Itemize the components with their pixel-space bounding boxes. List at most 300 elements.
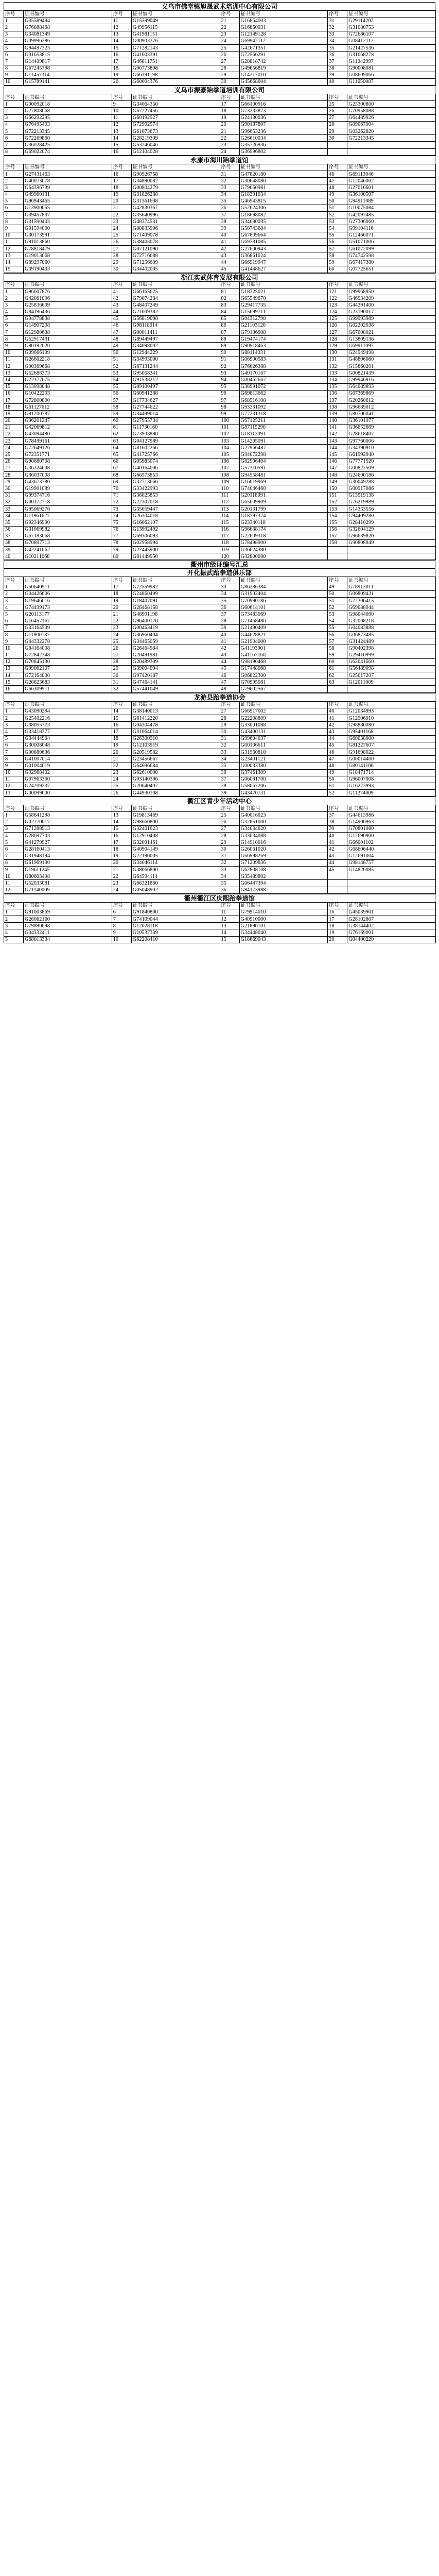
cert-cell: G14217010 <box>239 72 328 78</box>
seq-cell: 19 <box>112 191 131 198</box>
cert-cell: G26062160 <box>24 916 112 923</box>
cert-cell: G67417380 <box>347 259 436 266</box>
table-row <box>4 218 436 225</box>
cert-cell: G70990186 <box>239 598 328 604</box>
seq-cell: 32 <box>328 24 347 31</box>
seq-cell: 41 <box>220 638 239 645</box>
cert-cell: G26464984 <box>131 645 220 652</box>
table-row <box>4 232 436 239</box>
seq-cell: 5 <box>4 198 24 205</box>
seq-cell: 13 <box>220 923 239 929</box>
cert-cell: G36025853 <box>131 492 220 499</box>
cert-cell: G00106611 <box>239 742 328 749</box>
seq-cell: 147 <box>328 465 347 471</box>
cert-cell: G32713666 <box>131 479 220 485</box>
cert-cell: G27306060 <box>347 218 436 225</box>
cert-cell: G12103919 <box>131 742 220 749</box>
seq-cell: 39 <box>220 225 239 232</box>
cert-cell: G26304018 <box>131 513 220 519</box>
seq-cell: 43 <box>328 728 347 735</box>
seq-header: 序号 <box>112 281 131 288</box>
cert-cell: G20640407 <box>131 783 220 789</box>
table-row <box>4 819 436 825</box>
seq-cell: 38 <box>4 539 24 546</box>
cert-cell: G13098048 <box>24 383 112 390</box>
cert-cell: G04127989 <box>131 438 220 445</box>
cert-cell: G71256609 <box>131 259 220 266</box>
seq-cell: 50 <box>112 349 131 356</box>
cert-cell: G36028425 <box>24 142 112 148</box>
seq-cell: 10 <box>4 232 24 239</box>
seq-cell: 29 <box>112 665 131 672</box>
seq-cell: 50 <box>328 776 347 783</box>
seq-cell: 150 <box>328 485 347 492</box>
cert-cell: G70897713 <box>24 539 112 546</box>
cert-cell: G06822300 <box>239 672 328 679</box>
cert-cell: G90808949 <box>347 539 436 546</box>
cert-cell: G22307018 <box>131 499 220 505</box>
table-row <box>4 225 436 232</box>
seq-cell: 5 <box>4 839 24 846</box>
cert-cell: G42069812 <box>24 424 112 431</box>
table-row <box>4 336 436 343</box>
seq-cell: 39 <box>4 547 24 553</box>
cert-cell: G36100507 <box>347 191 436 198</box>
seq-cell: 32 <box>220 859 239 866</box>
cert-cell: G31948194 <box>24 853 112 859</box>
cert-cell: G91013860 <box>24 239 112 245</box>
table-row <box>4 539 436 546</box>
cert-cell: G34390910 <box>347 445 436 451</box>
seq-cell: 14 <box>4 672 24 679</box>
seq-cell <box>328 547 347 553</box>
cert-cell: G52033081 <box>24 880 112 887</box>
cert-cell: G34444904 <box>24 735 112 742</box>
table-row <box>4 363 436 370</box>
seq-cell: 30 <box>220 78 239 85</box>
cert-header: 证书编号 <box>239 11 328 18</box>
seq-cell: 10 <box>4 769 24 776</box>
cert-cell: G65009909 <box>239 499 328 505</box>
seq-cell: 143 <box>328 438 347 445</box>
table-row <box>4 553 436 560</box>
section-title: 衢州市级证编号汇总 <box>4 560 435 568</box>
seq-cell: 21 <box>220 128 239 135</box>
cert-cell: G91003869 <box>24 909 112 916</box>
cert-cell: G41448627 <box>239 266 328 273</box>
cert-cell: G81227607 <box>347 742 436 749</box>
cert-cell: G34080035 <box>239 218 328 225</box>
cert-cell: G96653236 <box>239 128 328 135</box>
seq-cell: 42 <box>328 722 347 728</box>
cert-header: 证书编号 <box>131 11 220 18</box>
cert-cell: G25836609 <box>24 302 112 309</box>
cert-cell: G74109044 <box>131 916 220 923</box>
cert-cell: G13809136 <box>347 336 436 343</box>
cert-cell: G09190403 <box>24 266 112 273</box>
seq-cell: 36 <box>220 887 239 893</box>
cert-cell: G72566291 <box>239 52 328 58</box>
cert-cell: G19901089 <box>24 485 112 492</box>
table-row <box>4 370 436 377</box>
cert-header: 证书编号 <box>24 94 112 101</box>
cert-cell: G43094480 <box>24 431 112 437</box>
cert-cell: G97420187 <box>131 672 220 679</box>
seq-cell: 45 <box>220 665 239 672</box>
cert-cell: G14910016 <box>239 839 328 846</box>
cert-cell: G17734627 <box>131 397 220 403</box>
seq-cell: 19 <box>112 598 131 604</box>
cert-cell: G44332278 <box>24 638 112 645</box>
cert-cell: G29410999 <box>347 652 436 658</box>
seq-cell: 125 <box>328 315 347 322</box>
seq-cell: 6 <box>4 135 24 142</box>
table-row <box>4 472 436 479</box>
cert-cell: G91840800 <box>131 909 220 916</box>
table-row <box>4 101 436 108</box>
table-row <box>4 519 436 526</box>
seq-cell: 57 <box>112 397 131 403</box>
seq-cell: 38 <box>220 218 239 225</box>
seq-cell: 24 <box>112 631 131 638</box>
cert-cell: G12034993 <box>347 708 436 715</box>
cert-cell: G20260612 <box>347 397 436 403</box>
seq-cell: 9 <box>4 762 24 769</box>
cert-cell: G11457314 <box>24 72 112 78</box>
cert-cell: G72306415 <box>347 598 436 604</box>
cert-header: 证书编号 <box>24 805 112 812</box>
cert-cell: G99062107 <box>24 665 112 672</box>
cert-cell: G22445900 <box>131 547 220 553</box>
cert-cell: G13900055 <box>24 205 112 211</box>
cert-cell: G06809431 <box>347 590 436 597</box>
table-row <box>4 853 436 859</box>
cert-cell: G64089893 <box>347 383 436 390</box>
seq-cell: 44 <box>328 859 347 866</box>
seq-cell: 3 <box>4 114 24 121</box>
seq-cell: 139 <box>328 411 347 417</box>
seq-cell: 43 <box>328 853 347 859</box>
cert-cell: G96201247 <box>24 417 112 424</box>
seq-cell: 5 <box>4 44 24 51</box>
cert-cell: G20519582 <box>131 749 220 755</box>
cert-cell: G14900963 <box>347 819 436 825</box>
seq-cell: 17 <box>220 101 239 108</box>
cert-cell: G80192020 <box>24 343 112 349</box>
cert-cell: G76219989 <box>347 499 436 505</box>
table-row <box>4 302 436 309</box>
seq-cell: 14 <box>4 259 24 266</box>
table-row <box>4 239 436 245</box>
seq-cell: 24 <box>112 225 131 232</box>
seq-cell: 34 <box>4 513 24 519</box>
seq-cell: 43 <box>112 302 131 309</box>
cert-cell: G72213345 <box>24 128 112 135</box>
seq-cell: 27 <box>220 708 239 715</box>
cert-cell: G36624380 <box>239 547 328 553</box>
cert-header: 证书编号 <box>24 577 112 584</box>
seq-cell: 148 <box>328 472 347 479</box>
seq-cell: 13 <box>112 128 131 135</box>
cert-cell: G06447394 <box>239 880 328 887</box>
cert-cell: G00822509 <box>347 465 436 471</box>
table-row <box>4 65 436 72</box>
seq-cell: 36 <box>220 604 239 611</box>
cert-cell: G21890101 <box>239 923 328 929</box>
seq-cell: 44 <box>220 259 239 266</box>
seq-cell: 154 <box>328 513 347 519</box>
cert-cell: G25402216 <box>24 715 112 722</box>
cert-cell: G32091461 <box>131 839 220 846</box>
table-row <box>4 479 436 485</box>
seq-cell: 37 <box>220 776 239 783</box>
seq-cell: 3 <box>4 722 24 728</box>
seq-cell: 7 <box>4 624 24 631</box>
seq-cell: 129 <box>328 343 347 349</box>
seq-cell: 71 <box>112 492 131 499</box>
seq-cell: 40 <box>220 631 239 638</box>
seq-header: 序号 <box>4 805 24 812</box>
cert-cell: G76495403 <box>24 121 112 128</box>
cert-cell: G01594000 <box>24 225 112 232</box>
seq-cell: 15 <box>112 44 131 51</box>
seq-cell: 11 <box>4 776 24 783</box>
cert-cell: G15860201 <box>347 363 436 370</box>
seq-cell: 107 <box>220 465 239 471</box>
table-row <box>4 742 436 749</box>
section-title: 衢江区青少年活动中心 <box>4 796 435 805</box>
seq-cell: 95 <box>220 383 239 390</box>
cert-cell: G31826288 <box>131 191 220 198</box>
seq-cell: 18 <box>112 846 131 853</box>
seq-cell: 40 <box>220 232 239 239</box>
cert-cell: G76626388 <box>239 363 328 370</box>
seq-header: 序号 <box>220 11 239 18</box>
seq-cell: 4 <box>4 728 24 735</box>
cert-cell: G71409078 <box>131 232 220 239</box>
cert-cell: G68013334 <box>24 936 112 943</box>
seq-header: 序号 <box>112 94 131 101</box>
seq-cell: 128 <box>328 336 347 343</box>
cert-cell: G12980638 <box>24 329 112 336</box>
seq-cell: 28 <box>220 65 239 72</box>
cert-header: 证书编号 <box>239 902 328 909</box>
cert-cell: G40073078 <box>24 178 112 184</box>
cert-cell: G03262820 <box>347 128 436 135</box>
table-row <box>4 356 436 363</box>
seq-cell: 36 <box>220 769 239 776</box>
seq-cell: 2 <box>4 295 24 302</box>
cert-cell: G88833906 <box>131 225 220 232</box>
seq-cell: 52 <box>328 604 347 611</box>
cert-header: 证书编号 <box>239 805 328 812</box>
table-row <box>4 135 436 142</box>
seq-cell: 10 <box>112 936 131 943</box>
cert-cell: G78818479 <box>24 246 112 252</box>
cert-cell: G31653815 <box>24 52 112 58</box>
table-row <box>4 590 436 597</box>
seq-cell: 33 <box>328 31 347 38</box>
cert-cell: G12691004 <box>347 853 436 859</box>
seq-cell: 19 <box>328 929 347 936</box>
seq-cell: 72 <box>112 499 131 505</box>
cert-cell: G34465059 <box>131 638 220 645</box>
seq-cell: 48 <box>220 686 239 692</box>
seq-cell: 114 <box>220 513 239 519</box>
cert-cell: G12104028 <box>131 148 220 155</box>
cert-cell: G19611245 <box>24 866 112 873</box>
cert-cell: G40904149 <box>131 846 220 853</box>
cert-cell: G46543815 <box>239 198 328 205</box>
seq-cell: 105 <box>220 451 239 458</box>
seq-cell: 38 <box>328 819 347 825</box>
table-row <box>4 715 436 722</box>
seq-cell: 23 <box>4 438 24 445</box>
table-row <box>4 184 436 191</box>
cert-cell: G07121090 <box>131 246 220 252</box>
seq-cell: 44 <box>220 658 239 665</box>
cert-cell: G14907208 <box>24 322 112 329</box>
table-row <box>4 756 436 762</box>
cert-cell: G72559982 <box>131 584 220 590</box>
table-row <box>4 604 436 611</box>
seq-cell: 87 <box>220 329 239 336</box>
table-header-row <box>4 164 436 171</box>
seq-cell: 41 <box>112 288 131 295</box>
cert-cell: G12910408 <box>131 833 220 839</box>
table-row <box>4 205 436 211</box>
cert-cell: G06773808 <box>131 65 220 72</box>
seq-cell: 16 <box>328 909 347 916</box>
cert-cell: G58067206 <box>239 783 328 789</box>
cert-cell: G98660800 <box>131 819 220 825</box>
seq-cell: 34 <box>220 756 239 762</box>
cert-cell: G61127612 <box>24 404 112 411</box>
cert-cell: G19813469 <box>131 812 220 819</box>
table-row <box>4 128 436 135</box>
seq-cell: 25 <box>328 101 347 108</box>
seq-cell: 31 <box>220 171 239 177</box>
table-row <box>4 887 436 893</box>
seq-cell: 156 <box>328 526 347 533</box>
seq-cell: 5 <box>4 735 24 742</box>
cert-cell: G09100497 <box>131 383 220 390</box>
seq-cell: 27 <box>328 114 347 121</box>
table-row <box>4 909 436 916</box>
cert-cell: G19474174 <box>239 336 328 343</box>
seq-header: 序号 <box>112 805 131 812</box>
seq-cell: 13 <box>4 370 24 377</box>
table-row <box>4 749 436 755</box>
cert-cell: G69088044 <box>347 604 436 611</box>
cert-cell: G24949498 <box>347 349 436 356</box>
table-row <box>4 624 436 631</box>
seq-cell: 6 <box>4 205 24 211</box>
cert-cell: G88114331 <box>239 349 328 356</box>
cert-cell: G74742598 <box>347 252 436 259</box>
cert-cell: G12011009 <box>347 679 436 686</box>
seq-cell: 99 <box>220 411 239 417</box>
seq-cell: 28 <box>4 472 24 479</box>
cert-cell: G00172718 <box>24 499 112 505</box>
cert-cell: G40910000 <box>239 916 328 923</box>
seq-header: 序号 <box>112 902 131 909</box>
cert-cell: G40016023 <box>239 812 328 819</box>
seq-cell: 8 <box>4 336 24 343</box>
table-row <box>4 873 436 880</box>
cert-cell: G14820085 <box>347 866 436 873</box>
cert-cell: G69942112 <box>239 38 328 44</box>
seq-cell: 47 <box>328 756 347 762</box>
cert-cell: G67245798 <box>24 65 112 72</box>
cert-header: 证书编号 <box>131 902 220 909</box>
cert-cell: G32008218 <box>347 618 436 624</box>
cert-cell: G66165625 <box>131 288 220 295</box>
cert-cell <box>347 887 436 893</box>
seq-header: 序号 <box>4 94 24 101</box>
cert-cell: G31069982 <box>24 526 112 533</box>
seq-cell: 7 <box>4 853 24 859</box>
seq-cell: 29 <box>220 72 239 78</box>
cert-cell: G42241062 <box>24 547 112 553</box>
cert-cell: G70958088 <box>347 108 436 114</box>
cert-cell: G28818742 <box>239 58 328 65</box>
table-row <box>4 638 436 645</box>
seq-cell: 56 <box>328 631 347 638</box>
table-row <box>4 142 436 148</box>
seq-cell: 15 <box>220 936 239 943</box>
cert-cell: G10211068 <box>24 553 112 560</box>
cert-cell: G43673780 <box>24 479 112 485</box>
cert-cell: G72686107 <box>347 31 436 38</box>
cert-header: 证书编号 <box>131 577 220 584</box>
cert-cell: G72902574 <box>131 121 220 128</box>
seq-cell: 94 <box>220 377 239 383</box>
seq-cell: 45 <box>220 266 239 273</box>
seq-header: 序号 <box>328 11 347 18</box>
seq-cell: 28 <box>112 252 131 259</box>
seq-cell: 3 <box>4 184 24 191</box>
cert-cell: G24860499 <box>131 590 220 597</box>
cert-cell: G90943465 <box>24 198 112 205</box>
cert-cell: G73233873 <box>239 108 328 114</box>
cert-cell: G34064350 <box>131 101 220 108</box>
table-row <box>4 923 436 929</box>
table-row <box>4 665 436 672</box>
section-title: 永康市海川跆拳道馆 <box>4 156 435 164</box>
seq-cell: 29 <box>328 128 347 135</box>
cert-cell: G95058341 <box>131 370 220 377</box>
cert-cell: G21904000 <box>239 638 328 645</box>
seq-cell: 16 <box>112 148 131 155</box>
seq-cell: 58 <box>328 645 347 652</box>
seq-cell: 46 <box>328 171 347 177</box>
cert-cell: G08412117 <box>347 38 436 44</box>
cert-cell: G95401168 <box>347 728 436 735</box>
table-row <box>4 58 436 65</box>
cert-cell: G34332411 <box>24 929 112 936</box>
cert-cell: G06081700 <box>239 776 328 783</box>
seq-cell: 30 <box>112 266 131 273</box>
seq-cell: 1 <box>4 708 24 715</box>
seq-cell: 12 <box>112 121 131 128</box>
certificate-table <box>4 281 436 561</box>
seq-cell: 153 <box>328 505 347 512</box>
cert-cell: G35640996 <box>131 212 220 218</box>
cert-cell: G37461309 <box>239 769 328 776</box>
seq-cell: 16 <box>112 171 131 177</box>
cert-cell: G30173991 <box>24 232 112 239</box>
